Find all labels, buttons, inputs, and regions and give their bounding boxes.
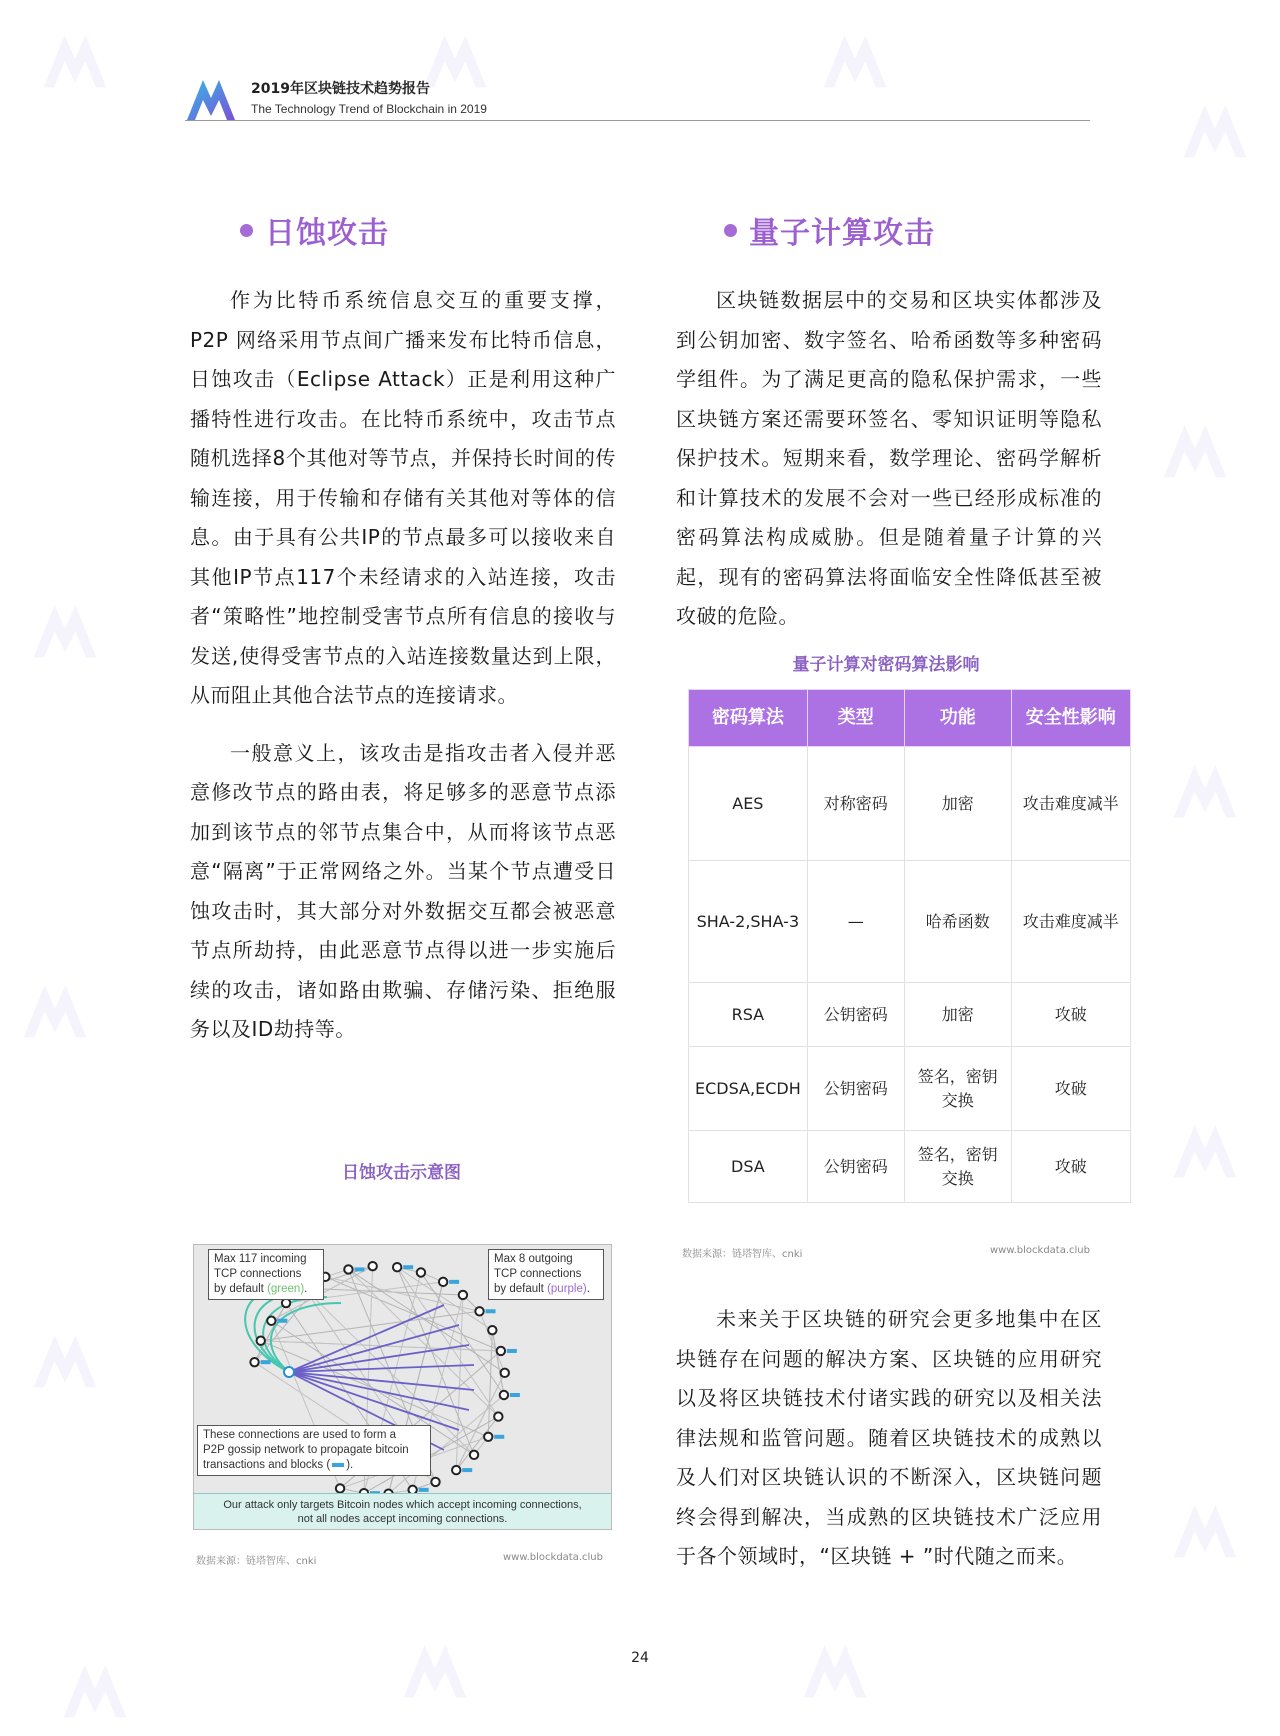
peer-node <box>475 1307 483 1315</box>
source-url: www.blockdata.club <box>503 1552 603 1563</box>
table-cell: 签名，密钥交换 <box>904 1131 1011 1203</box>
data-source: 数据来源：链塔智库、cnki <box>682 1249 803 1260</box>
table-cell: 哈希函数 <box>904 861 1011 983</box>
block-marker <box>403 1265 413 1269</box>
block-icon <box>332 1463 344 1467</box>
outgoing-note <box>488 1249 604 1300</box>
banner-line: Our attack only targets Bitcoin nodes which accept incoming connections, <box>223 1499 582 1511</box>
table-header-cell: 密码算法 <box>689 690 808 747</box>
peer-node <box>501 1369 509 1377</box>
block-marker <box>449 1280 459 1284</box>
peer-node <box>344 1265 352 1273</box>
table-header-cell: 安全性影响 <box>1011 690 1130 747</box>
watermark-logo-icon <box>20 980 90 1040</box>
block-marker <box>507 1349 517 1353</box>
table-cell: 加密 <box>904 747 1011 861</box>
left-column <box>190 205 616 1050</box>
note-text: . <box>586 1283 590 1295</box>
watermark-logo-icon <box>60 1660 130 1720</box>
paragraph: 区块链数据层中的交易和区块实体都涉及到公钥加密、数字签名、哈希函数等多种密码学组件。为了满足更高的隐私保护需求，一些区块链方案还需要环签名、零知识证明等隐私保护技术。短期来看，数学理论、密码学解析和计算技术的发展不会对一些已经形成标准的密码算法构成威胁。但是随着量子计算的兴起，现有的密码算法将面临安全性降低甚至被攻破的危险。 <box>676 288 1102 628</box>
table-cell: 公钥密码 <box>807 983 904 1047</box>
paragraph: 一般意义上，该攻击是指攻击者入侵并恶意修改节点的路由表，将足够多的恶意节点添加到该节点的邻节点集合中，从而将该节点恶意“隔离”于正常网络之外。当某个节点遭受日蚀攻击时，其大部分对外数据交互都会被恶意节点所劫持，由此恶意节点得以进一步实施后续的攻击，诸如路由欺骗、存储污染、拒绝服务以及ID劫持等。 <box>190 740 616 1041</box>
watermark-logo-icon <box>40 30 110 90</box>
gossip-edge <box>480 1311 505 1373</box>
note-text: P2P gossip network to propagate bitcoin <box>203 1444 409 1456</box>
peer-node <box>267 1317 275 1325</box>
block-marker <box>462 1468 472 1472</box>
note-color-text: (green) <box>267 1283 305 1295</box>
section-title: 日蚀攻击 <box>265 216 389 251</box>
table-row <box>689 983 1131 1047</box>
table-header-cell: 类型 <box>807 690 904 747</box>
page-number: 24 <box>631 1650 649 1666</box>
table-row <box>689 861 1131 983</box>
header-divider <box>185 120 1090 121</box>
right-column <box>676 205 1102 637</box>
paragraph: 未来关于区块链的研究会更多地集中在区块链存在问题的解决方案、区块链的应用研究以及将区块链技术付诸实践的研究以及相关法律法规和监管问题。随着区块链技术的成熟以及人们对区块链认识的不断深入，区块链问题终会得到解决，当成熟的区块链技术广泛应用于各个领域时，“区块链 + ”时代随之而来。 <box>676 1307 1102 1568</box>
block-marker <box>494 1435 504 1439</box>
note-text: by default <box>214 1283 264 1295</box>
watermark-logo-icon <box>30 1330 100 1390</box>
peer-node <box>500 1391 508 1399</box>
table-cell: 公钥密码 <box>807 1131 904 1203</box>
watermark-logo-icon <box>30 600 100 660</box>
table-row <box>689 1131 1131 1203</box>
peer-node <box>282 1299 290 1307</box>
bullet-icon <box>240 224 253 237</box>
peer-node <box>484 1433 492 1441</box>
table-row <box>689 1047 1131 1131</box>
section-heading-eclipse <box>240 205 616 255</box>
watermark-logo-icon <box>400 1640 470 1700</box>
watermark-logo-icon <box>1180 100 1250 160</box>
note-text: TCP connections <box>494 1268 582 1280</box>
table-source-row <box>682 1245 1090 1260</box>
note-text: ). <box>346 1459 354 1471</box>
watermark-logo-icon <box>1170 1120 1240 1180</box>
watermark-logo-icon <box>1160 420 1230 480</box>
eclipse-attack-figure <box>193 1244 612 1530</box>
crypto-impact-table <box>688 689 1131 1203</box>
gossip-edge <box>304 1288 463 1295</box>
table-cell: 公钥密码 <box>807 1047 904 1131</box>
gossip-note <box>197 1425 431 1476</box>
incoming-note <box>208 1249 324 1300</box>
peer-node <box>417 1268 425 1276</box>
report-title-cn: 2019年区块链技术趋势报告 <box>251 81 430 97</box>
note-text: by default <box>494 1283 544 1295</box>
peer-node <box>452 1466 460 1474</box>
banner-line: not all nodes accept incoming connections. <box>297 1513 508 1525</box>
note-text: Max 8 outgoing <box>494 1253 573 1265</box>
section-heading-quantum <box>724 205 1102 255</box>
gossip-edge <box>325 1277 500 1351</box>
note-text: These connections are used to form a <box>203 1429 397 1441</box>
table-cell: — <box>807 861 904 983</box>
watermark-logo-icon <box>1170 1500 1240 1560</box>
peer-node <box>431 1478 439 1486</box>
watermark-logo-icon <box>1170 760 1240 820</box>
table-caption: 量子计算对密码算法影响 <box>792 655 980 675</box>
note-text: . <box>304 1283 308 1295</box>
peer-node <box>439 1278 447 1286</box>
source-url: www.blockdata.club <box>990 1245 1090 1256</box>
block-marker <box>486 1309 496 1313</box>
note-text: transactions and blocks ( <box>203 1459 331 1471</box>
table-cell: RSA <box>689 983 808 1047</box>
peer-node <box>488 1326 496 1334</box>
table-cell: 攻破 <box>1011 1131 1130 1203</box>
figure-caption: 日蚀攻击示意图 <box>342 1163 461 1183</box>
table-row <box>689 747 1131 861</box>
table-cell: 攻破 <box>1011 1047 1130 1131</box>
block-marker <box>354 1267 364 1271</box>
peer-node <box>470 1451 478 1459</box>
table-header-cell: 功能 <box>904 690 1011 747</box>
right-column-lower <box>676 1300 1102 1577</box>
block-marker <box>261 1360 271 1364</box>
outgoing-connection <box>289 1305 444 1372</box>
figure-source-row <box>196 1552 603 1567</box>
block-marker <box>419 1488 429 1492</box>
block-marker <box>510 1393 520 1397</box>
peer-node <box>250 1358 258 1366</box>
table-cell: SHA-2,SHA-3 <box>689 861 808 983</box>
attack-note-banner <box>194 1493 611 1529</box>
watermark-logo-icon <box>800 1640 870 1700</box>
peer-node <box>459 1291 467 1299</box>
page-header <box>185 72 1090 124</box>
data-source: 数据来源：链塔智库、cnki <box>196 1556 317 1567</box>
victim-node <box>284 1367 294 1377</box>
peer-node <box>393 1263 401 1271</box>
table-cell: 攻击难度减半 <box>1011 861 1130 983</box>
table-cell: ECDSA,ECDH <box>689 1047 808 1131</box>
table-cell: DSA <box>689 1131 808 1203</box>
gossip-edge <box>456 1295 463 1470</box>
table-header-row <box>689 690 1131 747</box>
bullet-icon <box>724 224 737 237</box>
table-cell: 对称密码 <box>807 747 904 861</box>
section-title: 量子计算攻击 <box>749 216 935 251</box>
peer-node <box>497 1347 505 1355</box>
block-marker <box>277 1319 287 1323</box>
report-title-en: The Technology Trend of Blockchain in 2019 <box>251 102 487 116</box>
peer-node <box>494 1412 502 1420</box>
peer-node <box>257 1337 265 1345</box>
peer-node <box>336 1484 344 1492</box>
peer-node <box>368 1262 376 1270</box>
table-cell: AES <box>689 747 808 861</box>
paragraph: 作为比特币系统信息交互的重要支撑，P2P 网络采用节点间广播来发布比特币信息，日蚀攻击（Eclipse Attack）正是利用这种广播特性进行攻击。在比特币系统中，攻击节点随机选择8个其他对等节点，并保持长时间的传输连接，用于传输和存储有关其他对等体的信息。由于具有公共IP的节点最多可以接收来自其他IP节点117个未经请求的入站连接，攻击者“策略性”地控制受害节点所有信息的接收与发送,使得受害节点的入站连接数量达到上限，从而阻止其他合法节点的连接请求。 <box>190 288 616 707</box>
note-text: TCP connections <box>214 1268 302 1280</box>
table-cell: 攻破 <box>1011 983 1130 1047</box>
note-color-text: (purple) <box>547 1283 587 1295</box>
note-text: Max 117 incoming <box>214 1253 307 1265</box>
table-cell: 签名，密钥交换 <box>904 1047 1011 1131</box>
blockdata-logo <box>185 76 237 122</box>
table-cell: 加密 <box>904 983 1011 1047</box>
table-cell: 攻击难度减半 <box>1011 747 1130 861</box>
